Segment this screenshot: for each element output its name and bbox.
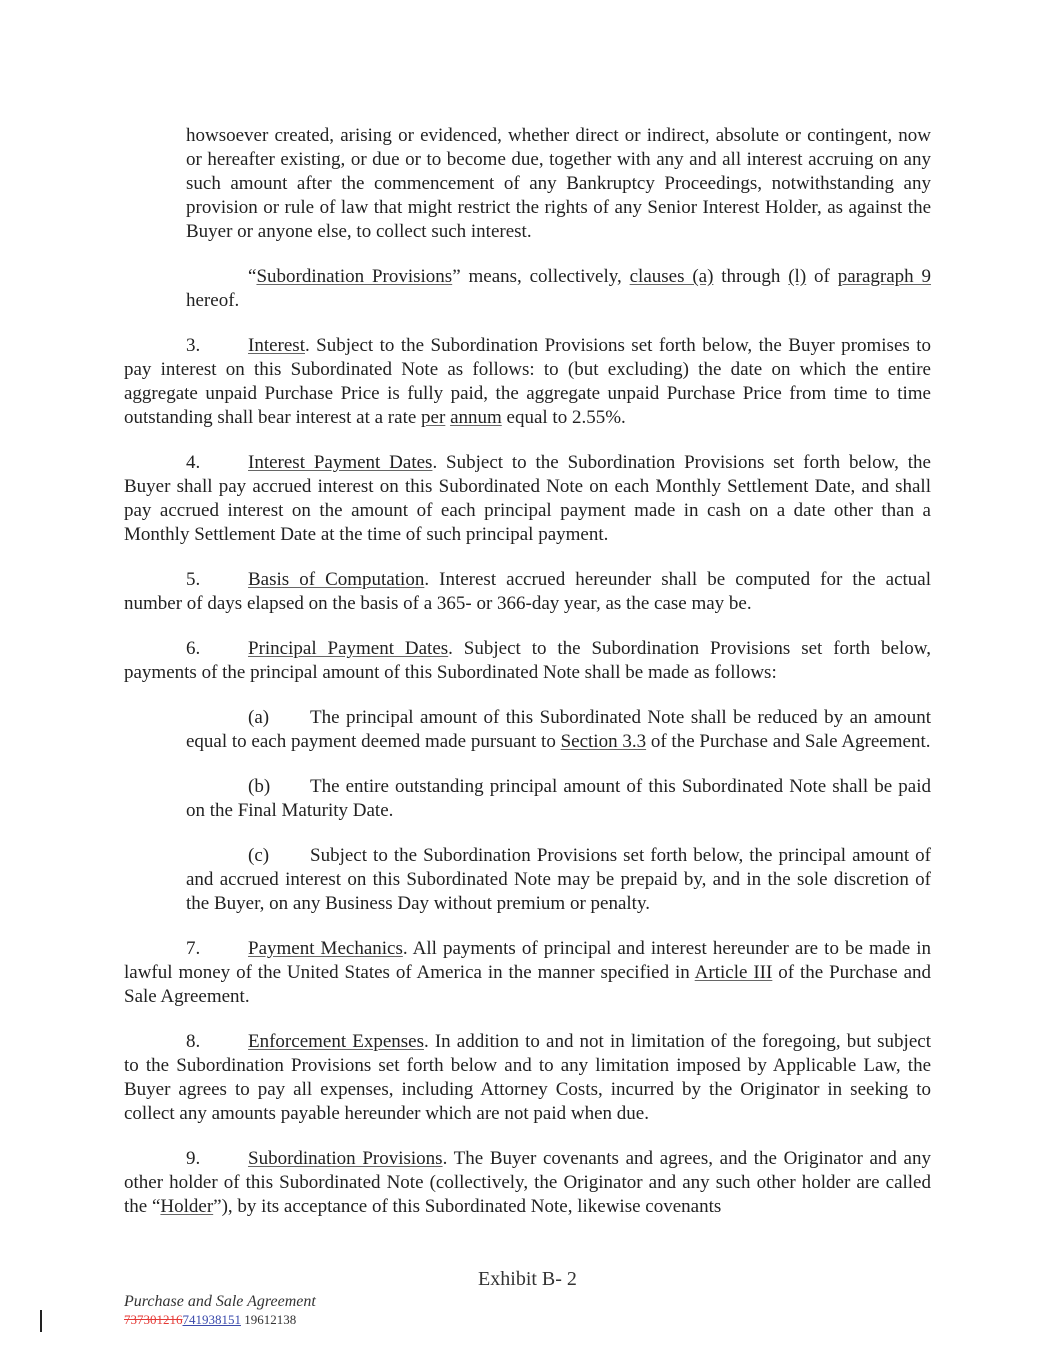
paragraph-text: of the Purchase and Sale Agreement. — [646, 731, 931, 752]
paragraph-number: 4. — [186, 452, 201, 473]
paragraph-text: . All payments of principal and interest hereunder are to be made in lawful money of the United States of America in the manner specified in — [124, 938, 932, 983]
defined-term: (l) — [788, 266, 807, 287]
defined-term: per — [421, 407, 446, 428]
defined-term: Interest — [248, 335, 305, 356]
paragraph-text: howsoever created, arising or evidenced, whether direct or indirect, absolute or contingent, now or hereafter existing, or due or to become due, together with any and all interest accruing on any such amount after the commencement of any Bankruptcy Proceedings, notwithstanding any provision or rule of law that might restrict the rights of any Senior Interest Holder, as against the Buyer or anyone else, to collect such interest. — [186, 125, 931, 242]
defined-term: Payment Mechanics — [248, 938, 403, 959]
defined-term: Basis of Computation — [248, 569, 425, 590]
paragraph-text: equal to 2.55%. — [501, 407, 626, 428]
paragraph-text: “ — [248, 266, 257, 287]
paragraph-text: . Subject to the Subordination Provisions set forth below, the Buyer promises to pay interest on this Subordinated Note as follows: to (but excluding) the date on which the entire aggregate unpaid Purchase Price is fully paid, the aggregate unpaid Purchase Price from time to time outstanding shall bear interest at a rate — [124, 335, 931, 428]
paragraph — [124, 1147, 931, 1219]
defined-term: Article III — [694, 962, 773, 983]
defined-term: Subordination Provisions — [256, 266, 453, 287]
defined-term: Holder — [160, 1196, 214, 1217]
paragraph — [186, 706, 931, 754]
paragraph-text: . Interest accrued hereunder shall be computed for the actual number of days elapsed on the basis of a 365- or 366-day year, as the case may be. — [124, 569, 931, 614]
revision-change-bar — [40, 1310, 42, 1332]
paragraph — [124, 1030, 931, 1126]
defined-term: Enforcement Expenses — [248, 1031, 424, 1052]
paragraph-text: The entire outstanding principal amount of this Subordinated Note shall be paid on the Final Maturity Date. — [186, 776, 931, 821]
paragraph-text: Subject to the Subordination Provisions set forth below, the principal amount of and accrued interest on this Subordinated Note may be prepaid by, and in the sole discretion of the Buyer, on any Business Day without premium or penalty. — [186, 845, 931, 914]
document-body — [124, 124, 931, 1240]
paragraph-number: (a) — [248, 707, 270, 728]
paragraph-number: 5. — [186, 569, 201, 590]
paragraph-text: . Subject to the Subordination Provisions set forth below, payments of the principal amount of this Subordinated Note shall be made as follows: — [124, 638, 931, 683]
inserted-document-id: 741938151 — [182, 1312, 241, 1327]
paragraph-number: 8. — [186, 1031, 201, 1052]
defined-term: annum — [450, 407, 502, 428]
paragraph-number: 3. — [186, 335, 201, 356]
defined-term: Subordination Provisions — [248, 1148, 443, 1169]
paragraph-text: hereof. — [186, 290, 240, 311]
paragraph-number: (c) — [248, 845, 270, 866]
paragraph-number: 6. — [186, 638, 201, 659]
paragraph-text: . Subject to the Subordination Provisions set forth below, the Buyer shall pay accrued interest on this Subordinated Note on each Monthly Settlement Date, and shall pay accrued interest on the amount of each principal payment made in cash on a date other than a Monthly Settlement Date at the time of such principal payment. — [124, 452, 931, 545]
paragraph-text: . In addition to and not in limitation of the foregoing, but subject to the Subordination Provisions set forth below and to any limitation imposed by Applicable Law, the Buyer agrees to pay all expenses, including Attorney Costs, incurred by the Originator in seeking to collect any amounts payable hereunder which are not paid when due. — [124, 1031, 931, 1124]
paragraph — [186, 265, 931, 313]
paragraph — [124, 637, 931, 685]
defined-term: clauses (a) — [629, 266, 714, 287]
document-number: 19612138 — [244, 1312, 297, 1327]
paragraph-text: . The Buyer covenants and agrees, and the Originator and any other holder of this Subordinated Note (collectively, the Originator and any such other holder are called the “ — [124, 1148, 931, 1217]
paragraph — [124, 334, 931, 430]
paragraph-text: of — [806, 266, 838, 287]
defined-term: Section 3.3 — [560, 731, 647, 752]
paragraph — [186, 124, 931, 244]
paragraph-text: of the Purchase and Sale Agreement. — [124, 962, 932, 1007]
paragraph-number: 9. — [186, 1148, 201, 1169]
defined-term: paragraph 9 — [837, 266, 932, 287]
deleted-document-id: 737301216 — [124, 1312, 183, 1327]
paragraph-number: (b) — [248, 776, 271, 797]
exhibit-label: Exhibit B- 2 — [478, 1268, 577, 1290]
paragraph-text: ” means, collectively, — [452, 266, 630, 287]
paragraph-text: through — [713, 266, 789, 287]
paragraph — [186, 844, 931, 916]
footer-title: Purchase and Sale Agreement — [124, 1293, 316, 1310]
defined-term: Interest Payment Dates — [248, 452, 433, 473]
paragraph — [124, 451, 931, 547]
paragraph — [124, 568, 931, 616]
footer-document-id — [124, 1312, 296, 1328]
defined-term: Principal Payment Dates — [248, 638, 449, 659]
paragraph — [124, 937, 931, 1009]
paragraph-text: The principal amount of this Subordinated Note shall be reduced by an amount equal to each payment deemed made pursuant to — [186, 707, 931, 752]
paragraph-text: ”), by its acceptance of this Subordinated Note, likewise covenants — [213, 1196, 722, 1217]
paragraph — [186, 775, 931, 823]
paragraph-number: 7. — [186, 938, 201, 959]
